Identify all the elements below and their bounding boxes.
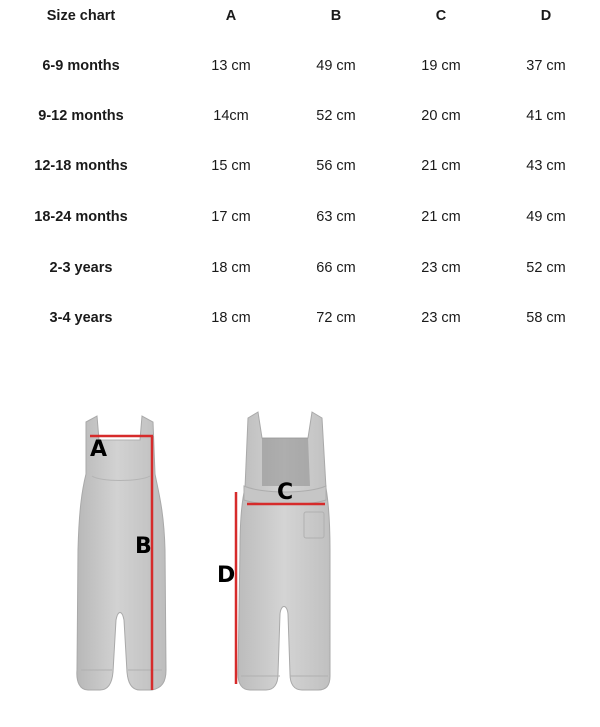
header-c: C (435, 8, 447, 24)
value-a: 15 cm (211, 158, 251, 174)
header-a: A (225, 8, 237, 24)
value-c: 19 cm (421, 58, 461, 74)
table-row (0, 104, 600, 128)
table-row (0, 54, 600, 78)
value-a: 13 cm (211, 58, 251, 74)
table-row (0, 306, 600, 330)
header-d: D (540, 8, 552, 24)
value-d: 49 cm (526, 209, 566, 225)
value-d: 58 cm (526, 310, 566, 326)
value-d: 43 cm (526, 158, 566, 174)
size-label: 12-18 months (34, 158, 128, 174)
value-c: 23 cm (421, 310, 461, 326)
value-d: 52 cm (526, 260, 566, 276)
value-a: 14cm (213, 108, 249, 124)
header-b: B (330, 8, 342, 24)
measure-label-b: B (135, 534, 152, 559)
value-b: 63 cm (316, 209, 356, 225)
value-c: 21 cm (421, 158, 461, 174)
size-label: 2-3 years (49, 260, 113, 276)
value-b: 72 cm (316, 310, 356, 326)
measure-label-a: A (90, 437, 108, 462)
header-size-chart: Size chart (46, 8, 116, 24)
size-label: 3-4 years (49, 310, 113, 326)
value-b: 52 cm (316, 108, 356, 124)
value-a: 18 cm (211, 310, 251, 326)
size-label: 9-12 months (38, 108, 124, 124)
size-label: 18-24 months (34, 209, 128, 225)
value-b: 56 cm (316, 158, 356, 174)
table-row (0, 154, 600, 178)
value-c: 20 cm (421, 108, 461, 124)
value-b: 66 cm (316, 260, 356, 276)
value-c: 23 cm (421, 260, 461, 276)
value-b: 49 cm (316, 58, 356, 74)
measure-label-d: D (217, 563, 236, 588)
measure-label-c: C (277, 480, 294, 505)
value-c: 21 cm (421, 209, 461, 225)
size-label: 6-9 months (42, 58, 120, 74)
value-d: 37 cm (526, 58, 566, 74)
table-row (0, 256, 600, 280)
value-d: 41 cm (526, 108, 566, 124)
value-a: 17 cm (211, 209, 251, 225)
measurement-illustration (0, 400, 600, 722)
overalls-back-view (236, 412, 330, 690)
table-row (0, 205, 600, 229)
value-a: 18 cm (211, 260, 251, 276)
table-header-row (0, 4, 600, 28)
